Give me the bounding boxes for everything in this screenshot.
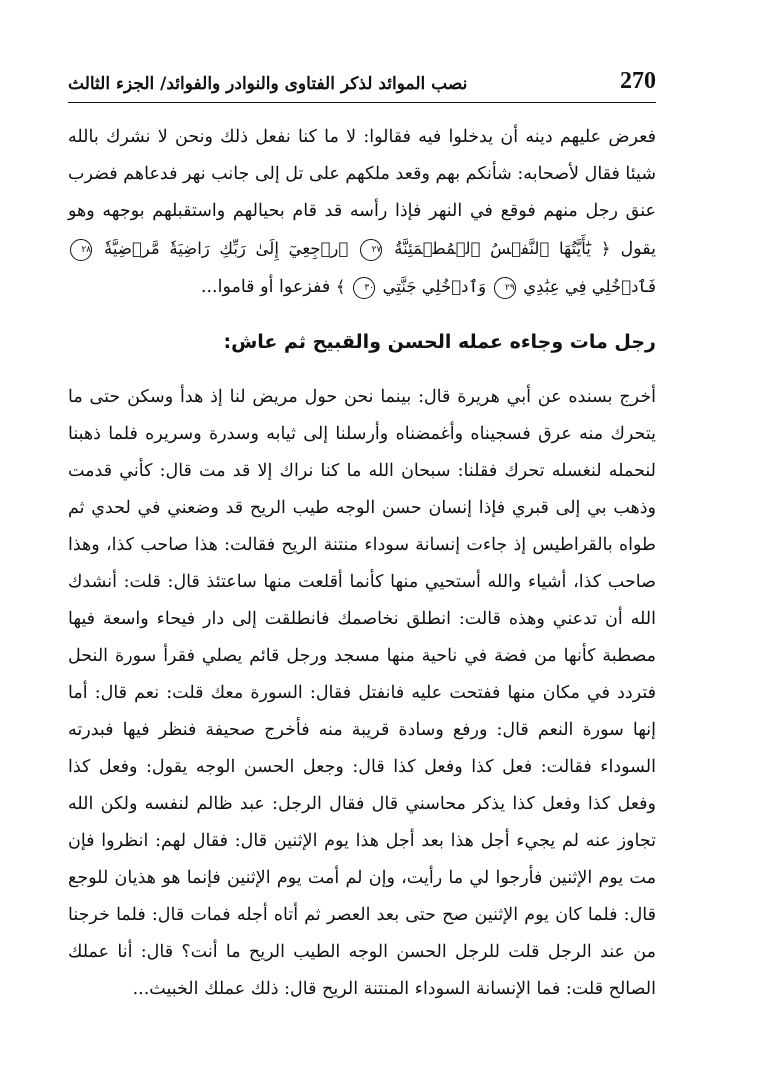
book-page [68,62,656,1062]
paragraph-intro-text: فعرض عليهم دينه أن يدخلوا فيه فقالوا: لا ما كنا نفعل ذلك ونحن لا نشرك بالله شيئا فقال لأصحابه: شأنكم بهم وقعد ملكهم على تل إلى جانب نهر فدعاهم فضرب عنق رجل منهم فوقع في النهر فإذا رأسه قد قام بحيالهم واستقبلهم بوجهه وهو يقول [68,127,656,259]
ayah-number-28: ٢٨ [70,239,92,261]
quran-open-bracket: ﴿ [600,239,611,258]
ayah-number-30: ٣٠ [353,277,375,299]
quran-ayah-27: يَٰٓأَيَّتُهَا ٱلنَّفۡسُ ٱلۡمُطۡمَئِنَّةُ [394,239,591,258]
quran-ayah-30: وَٱدۡخُلِي جَنَّتِي [382,277,487,296]
paragraph-intro [68,119,656,309]
running-title: نصب الموائد لذكر الفتاوى والنوادر والفوائد/ الجزء الثالث [68,74,468,94]
quran-close-bracket: ﴾ [335,277,346,296]
page-number: 270 [620,68,656,94]
page-header [68,62,656,103]
section-heading: رجل مات وجاءه عمله الحسن والقبيح ثم عاش: [223,331,656,353]
ayah-number-29: ٢٩ [494,277,516,299]
paragraph-intro-ending: ففزعوا أو قاموا... [200,277,331,297]
ayah-number-27: ٢٧ [360,239,382,261]
section-body: أخرج بسنده عن أبي هريرة قال: بينما نحن حول مريض لنا إذ هدأ وسكن حتى ما يتحرك منه عرق فسجيناه وأغمضناه وأرسلنا إلى ثيابه وسدرة وسريره فلما ذهبنا لنحمله لنغسله تحرك فقلنا: سبحان الله ما كنا نراك إلا قد مت قال: كأني قدمت وذهب بي إلى قبري فإذا إنسان حسن الوجه طيب الريح قد وضعني في لحدي ثم طواه بالقراطيس إذ جاءت إنسانة سوداء منتنة الريح فقالت: هذا صاحب كذا، وهذا صاحب كذا، أشياء والله أستحيي منها كأنما أقلعت منها ساعتئذ قال: قلت: أنشدك الله أن تدعني وهذه قالت: انطلق نخاصمك فانطلقت إلى دار فيحاء واسعة فيها مصطبة كأنها من فضة في ناحية منها مسجد ورجل قائم يصلي فقرأ سورة النحل فتردد في مكان منها ففتحت عليه فانفتل فقال: السورة معك قلت: نعم قال: أما إنها سورة النعم قال: ورفع وسادة قريبة منه فأخرج صحيفة فنظر فيها فبدرته السوداء فقالت: فعل كذا وفعل كذا قال: وجعل الحسن الوجه يقول: وفعل كذا وفعل كذا وفعل كذا يذكر محاسني قال فقال الرجل: عبد ظالم لنفسه ولكن الله تجاوز عنه لم يجيء أجل هذا بعد أجل هذا يوم الإثنين قال: فقال لهم: انظروا فإن مت يوم الإثنين فأرجوا لي ما رأيت، وإن لم أمت يوم الإثنين فإنما هو هذيان للوجع قال: فلما كان يوم الإثنين صح حتى بعد العصر ثم أتاه أجله فمات قال: فلما خرجنا من عند الرجل قلت للرجل الحسن الوجه الطيب الريح ما أنت؟ قال: أنا عملك الصالح قلت: فما الإنسانة السوداء المنتنة الريح قال: ذلك عملك الخبيث... [68,387,656,999]
quran-ayah-29: فَٱدۡخُلِي فِي عِبَٰدِي [523,277,656,296]
quran-ayah-28: ٱرۡجِعِيٓ إِلَىٰ رَبِّكِ رَاضِيَةٗ مَّرۡضِيَّةٗ [104,239,349,258]
